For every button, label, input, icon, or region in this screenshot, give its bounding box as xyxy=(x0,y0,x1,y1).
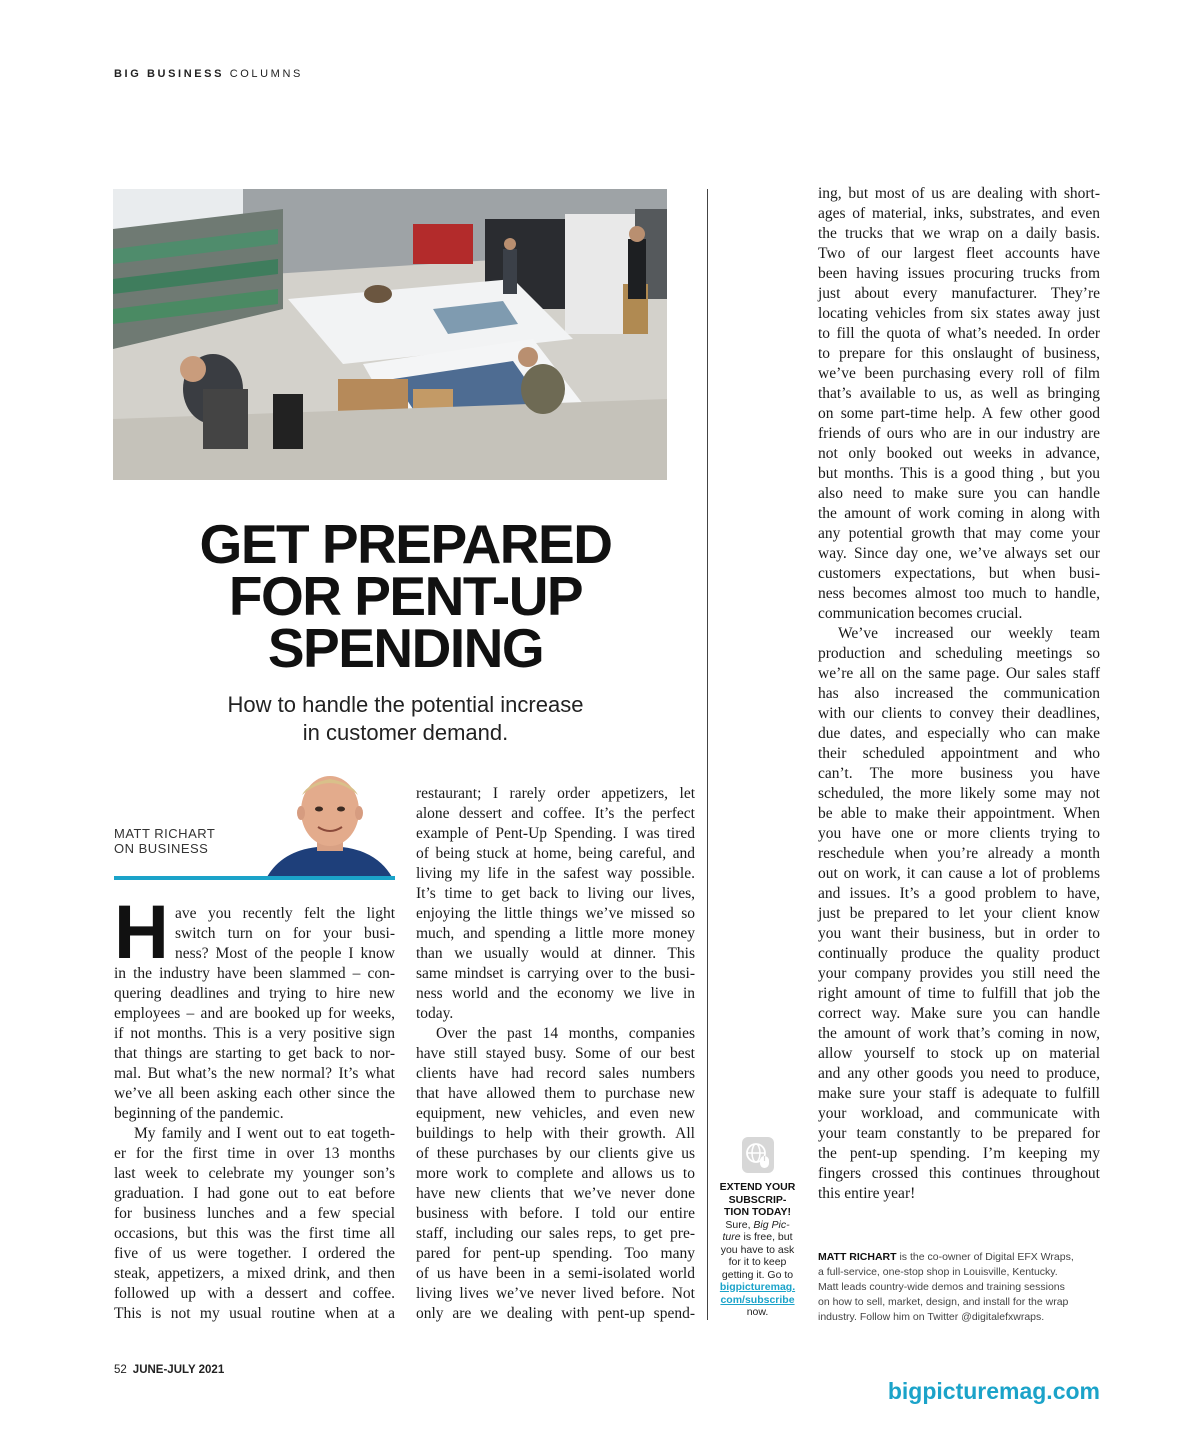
text-line: more work to complete and allows us to xyxy=(416,1165,695,1182)
byline-role: ON BUSINESS xyxy=(114,841,209,856)
drop-cap: H xyxy=(114,890,169,975)
text-line: be able to make their appointment. When xyxy=(818,805,1100,822)
text-line: your company provides you still need the xyxy=(818,965,1100,982)
promo-title: TION TODAY! xyxy=(723,1206,792,1218)
text-line: ing, but most of us are dealing with short- xyxy=(818,185,1100,202)
text-line: today. xyxy=(416,1005,454,1022)
text-line: allow yourself to stock up on material xyxy=(818,1045,1100,1062)
text-line: just be prepared to let your client know xyxy=(818,905,1100,922)
text-line: only are we dealing with pent-up spend- xyxy=(416,1305,695,1322)
issue-date: JUNE-JULY 2021 xyxy=(132,1364,225,1376)
section-label-bold: BIG BUSINESS xyxy=(114,68,225,80)
text-line: business with before. I told our entire xyxy=(416,1205,695,1222)
text-line: has also increased the communication xyxy=(818,685,1100,702)
text-line: we’re all on the same page. Our sales staff xyxy=(818,665,1100,682)
headline-line: GET PREPARED xyxy=(199,513,612,575)
section-label xyxy=(114,68,303,80)
text-line: enjoying the little things we’ve missed so xyxy=(416,905,695,922)
site-url[interactable]: bigpicturemag.com xyxy=(887,1378,1100,1404)
dek xyxy=(113,691,698,747)
headline xyxy=(113,513,698,679)
text-line: not only booked out weeks in advance, xyxy=(818,445,1100,462)
text-line: this entire year! xyxy=(818,1185,916,1202)
text-line: of these purchases by our clients give us xyxy=(416,1145,695,1162)
text-line: due dates, and especially who can make xyxy=(818,725,1100,742)
text-line: beginning of the pandemic. xyxy=(114,1105,284,1122)
text-line: than we usually would at dinner. This xyxy=(416,945,695,962)
text-line: the trucks that we wrap on a daily basis. xyxy=(818,225,1100,242)
magazine-name: Big Pic- xyxy=(753,1218,790,1231)
byline-rule xyxy=(114,876,395,880)
headline-line: FOR PENT-UP xyxy=(228,565,583,627)
text-line: graduation. I had gone out to eat before xyxy=(114,1185,395,1202)
text-line: buildings to help with their growth. All xyxy=(416,1125,695,1142)
text-line: last week to celebrate my younger son’s xyxy=(114,1165,395,1182)
text-line: for business lunches and a few special xyxy=(114,1205,395,1222)
text-line: clients have had record sales numbers xyxy=(416,1065,695,1082)
text-line: occasions, but this was the first time all xyxy=(114,1225,395,1242)
text-line: ness? Most of the people I know xyxy=(175,945,395,962)
text-line: you have one or more clients trying to xyxy=(818,825,1100,842)
text-line: to prepare for this onslaught of business, xyxy=(818,345,1100,362)
headline-line: SPENDING xyxy=(267,617,544,679)
text-line: same mindset is carrying over to the busi- xyxy=(416,965,695,982)
text-line: reschedule when you’re already a month xyxy=(818,845,1100,862)
promo-text: you have to ask xyxy=(720,1243,795,1256)
text-line: locating vehicles from six states away just xyxy=(818,305,1100,322)
byline xyxy=(114,826,215,856)
bio-line: MATT RICHART is the co-owner of Digital EFX Wraps, xyxy=(818,1251,1074,1263)
text-line: communication becomes crucial. xyxy=(818,605,1023,622)
text-line: pared for pent-up spending. Too many xyxy=(416,1245,695,1262)
column-divider xyxy=(707,189,708,1320)
bio-line: industry. Follow him on Twitter @digitalefxwraps. xyxy=(818,1311,1045,1323)
promo-text: now. xyxy=(746,1306,769,1318)
text-line: equipment, new vehicles, and even new xyxy=(416,1105,695,1122)
text-line: switch turn on for your busi- xyxy=(175,925,395,942)
hero-photo xyxy=(113,189,667,480)
bio-line: Matt leads country-wide demos and training sessions xyxy=(818,1281,1065,1293)
dek-line: in customer demand. xyxy=(302,720,509,745)
text-line: five of us were together. I ordered the xyxy=(114,1245,395,1262)
text-line: with our clients to convey their deadlines, xyxy=(818,705,1100,722)
text-line: correct way. Make sure you can handle xyxy=(818,1005,1100,1022)
text-line: This is not my usual routine when at a xyxy=(114,1305,395,1322)
text-line: have still stayed busy. Some of our best xyxy=(416,1045,695,1062)
text-line: ness world and the economy we live in xyxy=(416,985,695,1002)
text-line: quering deadlines and trying to hire new xyxy=(114,985,395,1002)
text-line: fingers crossed this continues throughout xyxy=(818,1165,1100,1182)
text-line: the amount of work that’s coming in now, xyxy=(818,1025,1100,1042)
promo-text: for it to keep xyxy=(728,1256,787,1268)
magazine-name: ture xyxy=(722,1231,741,1243)
text-line: the amount of work coming in along with xyxy=(818,505,1100,522)
text-line: followed up with a dessert and coffee. xyxy=(114,1285,395,1302)
byline-name: MATT RICHART xyxy=(114,826,216,841)
text-line: your team constantly to be prepared for xyxy=(818,1125,1100,1142)
text-line: customers expectations, but when busi- xyxy=(818,565,1100,582)
promo-title: SUBSCRIP- xyxy=(728,1193,787,1206)
promo-title: EXTEND YOUR xyxy=(719,1181,796,1193)
text-line: living my life in the safest way possible. xyxy=(416,865,695,882)
text-line: just about every manufacturer. They’re xyxy=(818,285,1100,302)
text-line: Over the past 14 months, companies xyxy=(436,1025,695,1042)
text-line: staff, including our sales reps, to get pre- xyxy=(416,1225,695,1242)
subscribe-link[interactable]: bigpicturemag. xyxy=(719,1281,796,1293)
text-line: that’s available to us, as well as bringing xyxy=(818,385,1100,402)
text-line: also need to make sure you can handle xyxy=(818,485,1100,502)
text-line: production and scheduling meetings so xyxy=(818,645,1100,662)
text-line: way. Since day one, we’ve always set our xyxy=(818,545,1100,562)
bio-line: a full-service, one-stop shop in Louisville, Kentucky. xyxy=(818,1266,1058,1278)
text-line: but months. This is a good thing , but you xyxy=(818,465,1100,482)
text-line: if not months. This is a very positive sign xyxy=(114,1025,395,1042)
text-line: the pent-up spending. I’m keeping my xyxy=(818,1145,1100,1162)
text-line: that have allowed them to purchase new xyxy=(416,1085,695,1102)
section-label-rest: COLUMNS xyxy=(229,68,303,80)
text-line: ages of material, inks, substrates, and even xyxy=(818,205,1100,222)
dek-line: How to handle the potential increase xyxy=(227,692,584,717)
text-line: right amount of time to fulfill that job the xyxy=(818,985,1100,1002)
text-line: restaurant; I rarely order appetizers, let xyxy=(416,785,695,802)
promo-text: Sure, Big Pic- xyxy=(725,1218,790,1231)
subscribe-link[interactable]: com/subscribe xyxy=(720,1293,795,1306)
text-line: been having issues procuring trucks from xyxy=(818,265,1100,282)
text-line: any potential growth that may come your xyxy=(818,525,1100,542)
author-bio xyxy=(818,1250,1103,1325)
text-line: ness becomes almost too much to handle, xyxy=(818,585,1100,602)
text-line: living lives we’ve never lived before. Not xyxy=(416,1285,695,1302)
promo-text: ture is free, but xyxy=(722,1231,793,1243)
text-line: you want their business, but in order to xyxy=(818,925,1100,942)
text-line: scheduled, the more likely some may not xyxy=(818,785,1100,802)
text-line: and any other goods you need to produce, xyxy=(818,1065,1100,1082)
text-line: that things are starting to get back to nor- xyxy=(114,1045,395,1062)
text-line: of being stuck at home, being careful, and xyxy=(416,845,695,862)
text-line: we’ve been purchasing every roll of film xyxy=(818,365,1100,382)
text-line: employees – and are booked up for weeks, xyxy=(114,1005,395,1022)
text-line: er for the first time in over 13 months xyxy=(114,1145,395,1162)
text-line: can’t. The more business you have xyxy=(818,765,1100,782)
text-line: much, and spending a little more money xyxy=(416,925,695,942)
text-line: ave you recently felt the light xyxy=(175,905,395,922)
body-column-3 xyxy=(818,184,1100,1204)
text-line: example of Pent-Up Spending. I was tired xyxy=(416,825,695,842)
text-line: steak, appetizers, a mixed drink, and then xyxy=(114,1265,395,1282)
globe-mouse-icon xyxy=(742,1137,774,1173)
text-line: make sure your staff is adequate to fulfill xyxy=(818,1085,1100,1102)
text-line: Two of our largest fleet accounts have xyxy=(818,245,1100,262)
promo-text: getting it. Go to xyxy=(721,1268,794,1281)
body-column-2 xyxy=(416,784,695,1324)
text-line: their scheduled appointment and who xyxy=(818,745,1100,762)
bio-line: on how to sell, market, design, and install for the wrap xyxy=(818,1296,1069,1308)
text-line: We’ve increased our weekly team xyxy=(838,625,1100,642)
bio-name: MATT RICHART xyxy=(818,1251,897,1263)
author-portrait xyxy=(262,773,394,877)
page-folio xyxy=(114,1364,224,1376)
text-line: mal. But what’s the new normal? It’s what xyxy=(114,1065,395,1082)
text-line: on some part-time help. A few other good xyxy=(818,405,1100,422)
text-line: alone dessert and coffee. It’s the perfect xyxy=(416,805,695,822)
text-line: we’ve all been asking each other since the xyxy=(114,1085,395,1102)
page-number: 52 xyxy=(114,1364,127,1376)
text-line: your workload, and communicate with xyxy=(818,1105,1100,1122)
text-line: out on work, it can cause a lot of problems xyxy=(818,865,1100,882)
text-line: have new clients that we’ve never done xyxy=(416,1185,695,1202)
text-line: friends of ours who are in our industry are xyxy=(818,425,1100,442)
text-line: continually produce the quality product xyxy=(818,945,1100,962)
text-line: and issues. It’s a good problem to have, xyxy=(818,885,1100,902)
subscription-promo xyxy=(713,1137,802,1319)
text-line: in the industry have been slammed – con- xyxy=(114,965,395,982)
text-line: of us have been in a semi-isolated world xyxy=(416,1265,695,1282)
body-column-1 xyxy=(114,890,395,1324)
text-line: It’s time to get back to living our lives, xyxy=(416,885,695,902)
text-line: to fill the quota of what’s needed. In order xyxy=(818,325,1100,342)
text-line: My family and I went out to eat togeth- xyxy=(134,1125,395,1142)
